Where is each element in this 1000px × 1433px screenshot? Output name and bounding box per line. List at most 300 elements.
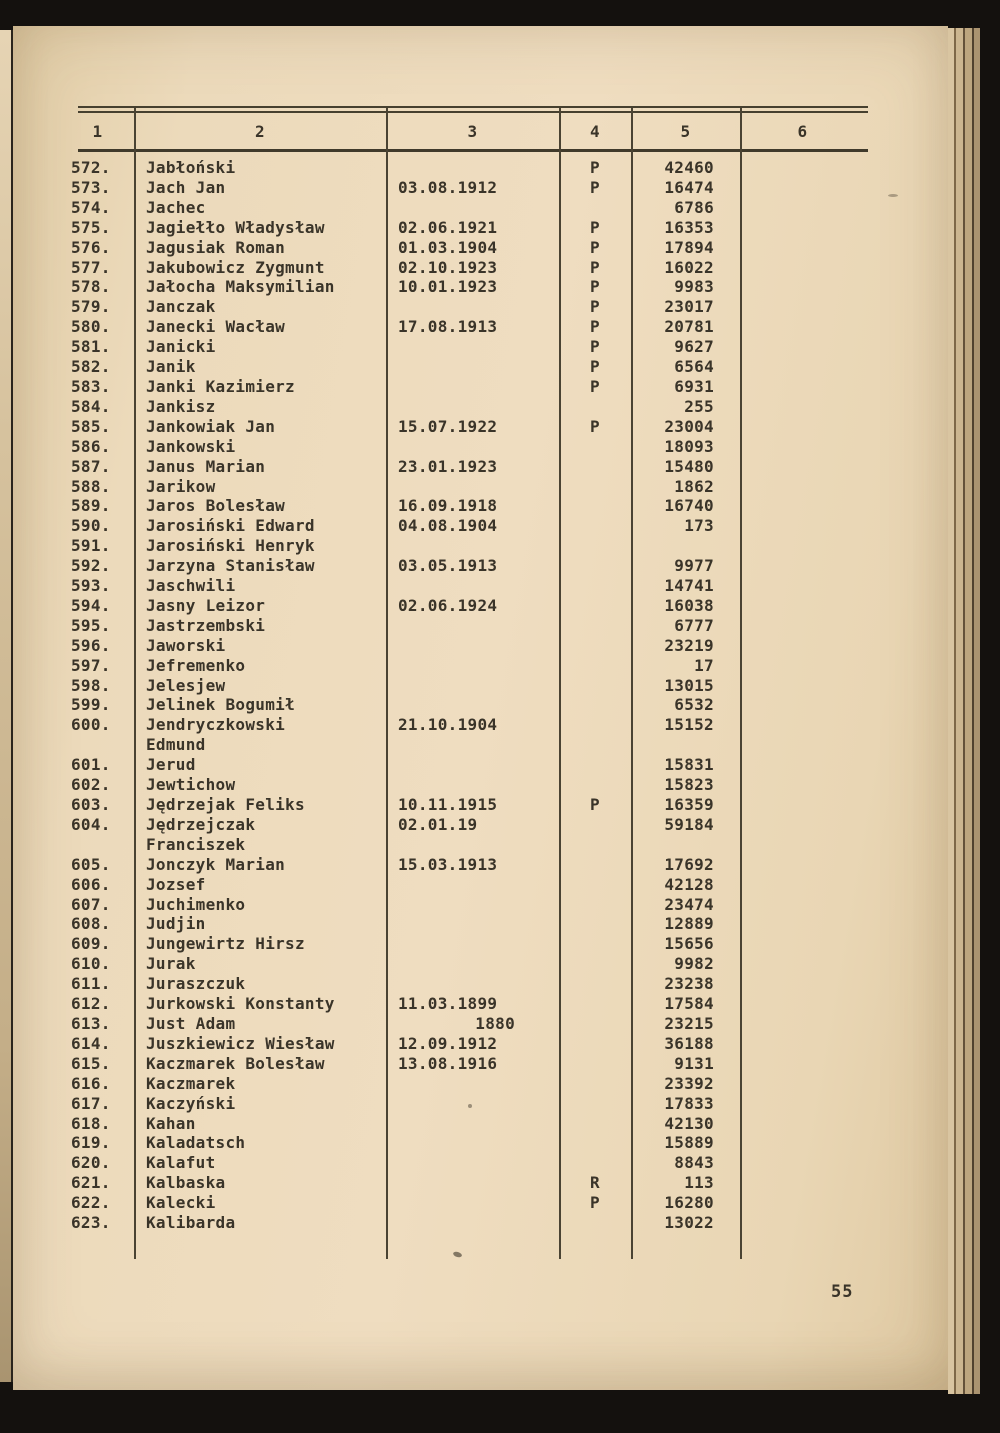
row-date — [386, 1074, 559, 1094]
row-date: 02.06.1921 — [398, 217, 498, 237]
row-mark: P — [590, 277, 600, 297]
row-date — [386, 755, 559, 775]
row-number: 15152 — [664, 715, 714, 735]
row-mark: P — [590, 376, 600, 396]
row-date — [386, 377, 559, 397]
row-ordinal: 573. — [71, 177, 111, 197]
table-row — [61, 875, 865, 895]
row-ordinal: 604. — [71, 814, 111, 834]
row-ordinal: 585. — [71, 416, 111, 436]
row-date: 02.06.1924 — [398, 595, 498, 615]
row-ordinal: 608. — [71, 914, 111, 934]
row-number: 14741 — [664, 576, 714, 596]
row-col6 — [740, 178, 865, 198]
row-mark — [559, 477, 631, 497]
row-col6 — [740, 1074, 865, 1094]
row-date: 17.08.1913 — [398, 317, 498, 337]
row-name: Kahan — [146, 1113, 196, 1133]
row-date — [386, 437, 559, 457]
row-mark — [559, 516, 631, 536]
row-name: Jałocha Maksymilian — [146, 277, 335, 297]
row-name: Jach Jan — [146, 177, 226, 197]
row-name: Kaczyński — [146, 1093, 236, 1113]
row-number: 15656 — [664, 934, 714, 954]
row-number: 6931 — [674, 376, 714, 396]
row-ordinal: 620. — [71, 1153, 111, 1173]
row-number: 16474 — [664, 177, 714, 197]
row-mark — [559, 1054, 631, 1074]
row-col6 — [740, 596, 865, 616]
row-name: Jewtichow — [146, 775, 236, 795]
row-number: 9131 — [674, 1053, 714, 1073]
row-name: Jędrzejak Feliks — [146, 795, 305, 814]
row-col6 — [740, 974, 865, 994]
row-ordinal: 602. — [71, 775, 111, 795]
row-mark — [559, 656, 631, 676]
row-name: Juszkiewicz Wiesław — [146, 1033, 335, 1053]
row-number: 16038 — [664, 595, 714, 615]
row-number: 16022 — [664, 257, 714, 277]
row-date — [386, 695, 559, 715]
row-name: Jarosiński Edward — [146, 516, 315, 536]
row-number: 16359 — [664, 795, 714, 814]
table-row — [61, 994, 865, 1014]
row-ordinal: 577. — [71, 257, 111, 277]
row-date — [386, 656, 559, 676]
table-row — [61, 277, 865, 297]
row-number: 6532 — [674, 695, 714, 715]
row-ordinal: 617. — [71, 1093, 111, 1113]
row-date — [386, 1133, 559, 1153]
row-ordinal: 610. — [71, 954, 111, 974]
row-col6 — [740, 437, 865, 457]
row-col6 — [740, 1153, 865, 1173]
row-mark — [559, 755, 631, 775]
row-date: 13.08.1916 — [398, 1053, 498, 1073]
row-mark — [559, 616, 631, 636]
row-ordinal: 603. — [71, 795, 111, 814]
table-row — [61, 357, 865, 377]
table-row — [61, 238, 865, 258]
row-ordinal: 616. — [71, 1073, 111, 1093]
row-mark: P — [590, 237, 600, 257]
row-name: Kalbaska — [146, 1173, 226, 1193]
row-number: 13015 — [664, 675, 714, 695]
row-col6 — [740, 198, 865, 218]
row-name: Judjin — [146, 914, 206, 934]
row-name: Jendryczkowski Edmund — [146, 715, 286, 755]
row-col6 — [740, 516, 865, 536]
table-row — [61, 676, 865, 696]
table-row — [61, 1054, 865, 1074]
table-header — [61, 118, 865, 146]
row-col6 — [740, 357, 865, 377]
row-number: 23017 — [664, 297, 714, 317]
row-col6 — [740, 1133, 865, 1153]
row-number: 42460 — [664, 158, 714, 177]
row-number: 18093 — [664, 436, 714, 456]
row-date — [386, 198, 559, 218]
table-row — [61, 1153, 865, 1173]
row-col6 — [740, 616, 865, 636]
row-name: Kaczmarek — [146, 1073, 236, 1093]
column-header-6: 6 — [797, 122, 808, 141]
table-row — [61, 1133, 865, 1153]
row-number: 42128 — [664, 874, 714, 894]
row-date — [386, 1153, 559, 1173]
row-number: 23238 — [664, 974, 714, 994]
row-name: Janik — [146, 357, 196, 377]
row-col6 — [740, 815, 865, 855]
row-mark — [559, 397, 631, 417]
page-stack-right — [948, 28, 993, 1394]
table-row — [61, 636, 865, 656]
row-name: Jaworski — [146, 635, 226, 655]
row-mark — [559, 994, 631, 1014]
table-row — [61, 516, 865, 536]
row-date — [386, 875, 559, 895]
row-ordinal: 578. — [71, 277, 111, 297]
row-ordinal: 594. — [71, 595, 111, 615]
document-page — [13, 26, 948, 1390]
row-ordinal: 623. — [71, 1213, 111, 1233]
table-row — [61, 914, 865, 934]
row-mark: P — [590, 317, 600, 337]
row-mark — [559, 1213, 631, 1233]
row-date — [386, 775, 559, 795]
row-mark — [559, 775, 631, 795]
row-number: 9982 — [674, 954, 714, 974]
table-row — [61, 1034, 865, 1054]
row-ordinal: 596. — [71, 635, 111, 655]
row-col6 — [740, 238, 865, 258]
row-mark: P — [590, 257, 600, 277]
row-number: 16740 — [664, 496, 714, 516]
row-date — [386, 1094, 559, 1114]
row-col6 — [740, 875, 865, 895]
row-ordinal: 586. — [71, 436, 111, 456]
row-number: 173 — [684, 516, 714, 536]
row-mark — [559, 815, 631, 855]
row-mark — [559, 934, 631, 954]
table-row — [61, 1213, 865, 1233]
table-row — [61, 1193, 865, 1213]
row-ordinal: 605. — [71, 854, 111, 874]
row-name: Jungewirtz Hirsz — [146, 934, 305, 954]
row-col6 — [740, 715, 865, 755]
row-ordinal: 619. — [71, 1133, 111, 1153]
row-name: Jankowski — [146, 436, 236, 456]
row-mark — [559, 974, 631, 994]
row-ordinal: 612. — [71, 994, 111, 1014]
row-number: 17894 — [664, 237, 714, 257]
row-date — [386, 576, 559, 596]
table-row — [61, 457, 865, 477]
row-number: 15889 — [664, 1133, 714, 1153]
row-col6 — [740, 954, 865, 974]
row-mark — [559, 676, 631, 696]
row-ordinal: 600. — [71, 715, 111, 735]
row-name: Jefremenko — [146, 655, 246, 675]
row-date — [386, 1173, 559, 1193]
table-top-rule — [78, 106, 868, 113]
table-row — [61, 954, 865, 974]
row-name: Jędrzejczak Franciszek — [146, 814, 256, 854]
row-col6 — [740, 158, 865, 178]
row-mark — [559, 1114, 631, 1134]
row-ordinal: 618. — [71, 1113, 111, 1133]
row-col6 — [740, 457, 865, 477]
row-col6 — [740, 1114, 865, 1134]
row-ordinal: 581. — [71, 337, 111, 357]
row-number: 23215 — [664, 1013, 714, 1033]
table-row — [61, 1114, 865, 1134]
row-ordinal: 609. — [71, 934, 111, 954]
row-name: Jurak — [146, 954, 196, 974]
row-date — [386, 636, 559, 656]
row-name: Jagusiak Roman — [146, 237, 286, 257]
row-name: Jabłoński — [146, 158, 236, 177]
row-mark: P — [590, 416, 600, 436]
row-mark — [559, 1074, 631, 1094]
row-date — [386, 974, 559, 994]
scan-speck — [468, 1104, 472, 1108]
table-row — [61, 536, 865, 556]
row-ordinal: 592. — [71, 556, 111, 576]
row-number: 9977 — [674, 556, 714, 576]
row-number: 17692 — [664, 854, 714, 874]
row-name: Janicki — [146, 337, 216, 357]
row-mark: P — [590, 177, 600, 197]
table-row — [61, 616, 865, 636]
row-date — [386, 158, 559, 178]
row-col6 — [740, 1213, 865, 1233]
row-mark — [559, 914, 631, 934]
row-mark: P — [590, 337, 600, 357]
row-number: 113 — [684, 1173, 714, 1193]
row-col6 — [740, 755, 865, 775]
row-col6 — [740, 656, 865, 676]
row-ordinal: 591. — [71, 536, 111, 556]
row-number: 17 — [694, 655, 714, 675]
row-number: 1862 — [674, 476, 714, 496]
row-col6 — [740, 556, 865, 576]
table-rows — [61, 158, 865, 1233]
row-mark: P — [590, 297, 600, 317]
row-col6 — [740, 914, 865, 934]
row-name: Juraszczuk — [146, 974, 246, 994]
row-name: Jankowiak Jan — [146, 416, 276, 436]
row-mark — [559, 437, 631, 457]
row-ordinal: 574. — [71, 197, 111, 217]
row-date: 03.05.1913 — [398, 556, 498, 576]
row-mark — [559, 695, 631, 715]
row-date — [386, 1193, 559, 1213]
row-number: 16280 — [664, 1193, 714, 1213]
row-mark: P — [590, 217, 600, 237]
row-ordinal: 572. — [71, 158, 111, 177]
row-name: Jastrzembski — [146, 615, 266, 635]
row-date: 03.08.1912 — [398, 177, 498, 197]
row-col6 — [740, 337, 865, 357]
table-row — [61, 556, 865, 576]
row-date — [386, 934, 559, 954]
row-date — [386, 536, 559, 556]
row-date: 10.11.1915 — [398, 795, 498, 814]
row-name: Jasny Leizor — [146, 595, 266, 615]
row-col6 — [740, 377, 865, 397]
row-name: Kalecki — [146, 1193, 216, 1213]
row-number: 8843 — [674, 1153, 714, 1173]
table-row — [61, 755, 865, 775]
row-mark — [559, 1094, 631, 1114]
row-mark: P — [590, 357, 600, 377]
row-ordinal: 593. — [71, 576, 111, 596]
row-number: 12889 — [664, 914, 714, 934]
row-mark — [559, 1014, 631, 1034]
row-ordinal: 584. — [71, 396, 111, 416]
table-row — [61, 815, 865, 855]
row-ordinal: 622. — [71, 1193, 111, 1213]
row-number: 13022 — [664, 1213, 714, 1233]
row-ordinal: 613. — [71, 1013, 111, 1033]
row-date: 02.10.1923 — [398, 257, 498, 277]
table-row — [61, 397, 865, 417]
row-name: Jelesjew — [146, 675, 226, 695]
column-header-1: 1 — [92, 122, 103, 141]
table-row — [61, 258, 865, 278]
row-col6 — [740, 1054, 865, 1074]
row-col6 — [740, 795, 865, 815]
row-date: 21.10.1904 — [398, 715, 498, 735]
row-col6 — [740, 855, 865, 875]
table-row — [61, 377, 865, 397]
table-row — [61, 477, 865, 497]
row-ordinal: 597. — [71, 655, 111, 675]
row-mark — [559, 875, 631, 895]
table-row — [61, 198, 865, 218]
row-number: 36188 — [664, 1033, 714, 1053]
row-date: 11.03.1899 — [398, 994, 498, 1014]
row-number: 15480 — [664, 456, 714, 476]
row-number: 23474 — [664, 894, 714, 914]
row-name: Jachec — [146, 197, 206, 217]
row-ordinal: 579. — [71, 297, 111, 317]
row-name: Jarosiński Henryk — [146, 536, 315, 556]
row-col6 — [740, 417, 865, 437]
row-number: 23004 — [664, 416, 714, 436]
row-number: 15831 — [664, 755, 714, 775]
row-col6 — [740, 1034, 865, 1054]
row-date — [386, 1114, 559, 1134]
row-name: Kalibarda — [146, 1213, 236, 1233]
row-date: 01.03.1904 — [398, 237, 498, 257]
row-name: Jakubowicz Zygmunt — [146, 257, 325, 277]
table-row — [61, 1094, 865, 1114]
row-date: 23.01.1923 — [398, 456, 498, 476]
row-name: Janus Marian — [146, 456, 266, 476]
row-date: 1880 — [475, 1013, 515, 1033]
row-col6 — [740, 895, 865, 915]
row-number: 42130 — [664, 1113, 714, 1133]
row-number: 23219 — [664, 635, 714, 655]
scan-speck — [888, 194, 898, 197]
table-row — [61, 218, 865, 238]
row-number: 6777 — [674, 615, 714, 635]
row-ordinal: 614. — [71, 1033, 111, 1053]
row-number: 255 — [684, 396, 714, 416]
table-row — [61, 895, 865, 915]
row-number: 20781 — [664, 317, 714, 337]
row-col6 — [740, 934, 865, 954]
row-name: Janki Kazimierz — [146, 376, 295, 396]
row-name: Jelinek Bogumił — [146, 695, 295, 715]
row-ordinal: 587. — [71, 456, 111, 476]
row-name: Kalafut — [146, 1153, 216, 1173]
table-row — [61, 596, 865, 616]
row-mark: P — [590, 795, 600, 814]
row-name: Jonczyk Marian — [146, 854, 286, 874]
table-row — [61, 1173, 865, 1193]
table-row — [61, 795, 865, 815]
row-name: Janczak — [146, 297, 216, 317]
row-ordinal: 621. — [71, 1173, 111, 1193]
table-row — [61, 576, 865, 596]
row-name: Jankisz — [146, 396, 216, 416]
row-date: 04.08.1904 — [398, 516, 498, 536]
row-mark — [559, 596, 631, 616]
row-date: 15.03.1913 — [398, 854, 498, 874]
row-ordinal: 576. — [71, 237, 111, 257]
row-ordinal: 615. — [71, 1053, 111, 1073]
row-mark — [559, 576, 631, 596]
table-row — [61, 317, 865, 337]
row-number: 17833 — [664, 1093, 714, 1113]
row-col6 — [740, 994, 865, 1014]
row-number: 17584 — [664, 994, 714, 1014]
row-col6 — [740, 258, 865, 278]
table-row — [61, 496, 865, 516]
row-mark: R — [590, 1173, 600, 1193]
table-row — [61, 1074, 865, 1094]
row-number: 6564 — [674, 357, 714, 377]
row-name: Just Adam — [146, 1013, 236, 1033]
row-date — [386, 1213, 559, 1233]
row-name: Jarzyna Stanisław — [146, 556, 315, 576]
table-row — [61, 974, 865, 994]
row-col6 — [740, 1094, 865, 1114]
column-header-3: 3 — [467, 122, 478, 141]
page-edge-left — [0, 30, 13, 1382]
row-mark — [559, 457, 631, 477]
row-ordinal: 590. — [71, 516, 111, 536]
row-mark — [559, 715, 631, 755]
row-date: 02.01.19 — [398, 814, 478, 834]
row-number: 23392 — [664, 1073, 714, 1093]
row-col6 — [740, 477, 865, 497]
row-date — [386, 397, 559, 417]
table-row — [61, 417, 865, 437]
row-col6 — [740, 536, 865, 556]
row-col6 — [740, 397, 865, 417]
row-mark — [559, 1034, 631, 1054]
row-name: Kaladatsch — [146, 1133, 246, 1153]
row-mark: P — [590, 1193, 600, 1213]
row-col6 — [740, 636, 865, 656]
row-mark — [559, 1153, 631, 1173]
row-col6 — [740, 496, 865, 516]
row-ordinal: 580. — [71, 317, 111, 337]
